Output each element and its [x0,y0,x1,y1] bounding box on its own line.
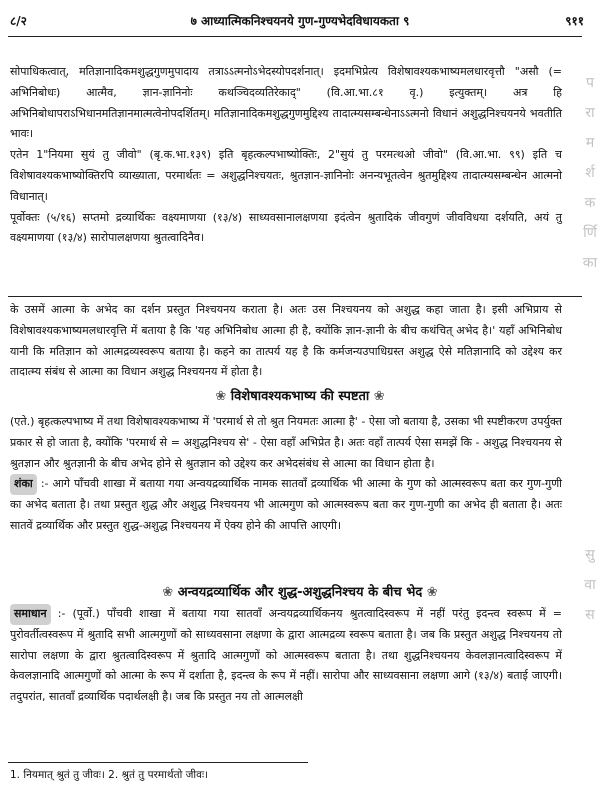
sanskrit-commentary [10,62,562,249]
page-title: ७ आध्यात्मिकनिश्चयनये गुण-गुण्यभेदविधायकता ९ [190,14,410,28]
side-watermark-1: प रा म र्श क र्णि का [582,75,598,271]
page-number-left: ८/२ [10,14,27,28]
sanskrit-paragraph-3: पूर्वोक्तः (५/१६) सप्तमो द्रव्यार्थिकः वक्ष्यमाणया (१३/४) साध्यवसानालक्षणया इदंत्वेन श्रुतादिकं जीवगुणं जीवविधया दर्शयति, अयं तु वक्ष्यमाणया (१३/४) सारोपालक्षणया श्रुतत्वादिनैव। [10,210,562,245]
flower-ornament-icon: ❀ [426,585,438,600]
hindi-paragraph-2: (एते.) बृहत्कल्पभाष्य में तथा विशेषावश्यकभाष्य में 'परमार्थ से तो श्रुत नियमतः आत्मा है' - ऐसा जो बताया है, उसका भी स्पष्टीकरण उपर्युक्त प्रकार से हो जाता है, क्योंकि 'परमार्थ से = अशुद्धनिश्चय से' - ऐसा वहाँ अभिप्रेत है। अतः वहाँ तात्पर्य ऐसा समझें कि - अशुद्ध निश्चयनय से श्रुतज्ञान और श्रुतज्ञानी के बीच अभेद होने से श्रुतज्ञान को उद्देश्य कर अभेदसंबंध से आत्मा का विधान होता है। [10,415,562,470]
hindi-explanation-3 [10,604,562,708]
page-number-right: ९११ [565,14,584,28]
flower-ornament-icon: ❀ [373,389,385,404]
sanskrit-paragraph-1: सोपाधिकत्वात्, मतिज्ञानादिकमशुद्धगुणमुपादाय तत्राऽऽत्मनोऽभेदस्योपदर्शनात्। इदमभिप्रेत्य विशेषावश्यकभाष्यमलधारवृत्तौ "असौ (= अभिनिबोधः) आत्मैव, ज्ञान-ज्ञानिनोः कथञ्चिदव्यतिरेकाद्" (वि.आ.भा.८१ वृ.) इत्युक्तम्। अत्र हि अभिनिबोधापराऽभिधानमतिज्ञानमात्मत्वेनोपदर्शितम्। मतिज्ञानादिकमशुद्धगुणमुद्दिश्य तादात्म्यसम्बन्धेनाऽऽत्मनो विधानं अशुद्धनिश्चयनये भवतीति भावः। [10,65,562,141]
section-heading-2-text: अन्वयद्रव्यार्थिक और शुद्ध-अशुद्धनिश्चय के बीच भेद [177,585,423,600]
flower-ornament-icon: ❀ [215,389,227,404]
footnote-rule [8,762,308,763]
answer-text: :- (पूर्वो.) पाँचवी शाखा में बताया गया सातवाँ अन्वयद्रव्यार्थिकनय श्रुतत्वादिस्वरूप में नहीं परंतु इदन्त्व स्वरूप में = पुरोवर्तीत्वस्वरूप में श्रुतादि सभी आत्मगुणों को साध्यवसाना लक्षणा के द्वारा आत्मद्रव्य स्वरूप बताता है। जब कि प्रस्तुत अशुद्ध निश्चयनय तो सारोपा लक्षणा के द्वारा श्रुतत्वादिस्वरूप में श्रुतादि आत्मगुणों को आत्मस्वरूप बताता है। तथा शुद्धनिश्चयनय केवलज्ञानत्वादिस्वरूप में केवलज्ञानादि आत्मगुणों को आत्मा के रूप में दर्शाता है, इदन्त्व के रूप में नहीं। सारोपा और साध्यवसाना लक्षणा आगे (१३/४) बताई जाएगी। तदुपरांत, सातवाँ द्रव्यार्थिक पदार्थलक्षी है। जब कि प्रस्तुत नय तो आत्मलक्षी [10,607,563,704]
footnote: 1. नियमात् श्रुतं तु जीवः। 2. श्रुतं तु परमार्थतो जीवः। [10,769,209,781]
section-divider [8,296,582,297]
side-watermark-2: सु वा स [584,547,596,623]
section-heading-2 [0,582,600,600]
flower-ornament-icon: ❀ [162,585,174,600]
page-header [10,8,590,34]
section-heading-1 [0,386,600,404]
answer-paragraph [10,604,562,708]
objection-paragraph [10,474,562,536]
header-rule [8,36,582,37]
objection-label: शंका [10,474,37,495]
sanskrit-paragraph-2: एतेन 1"नियमा सुयं तु जीवो" (बृ.क.भा.१३९) इति बृहत्कल्पभाष्योक्तिः, 2"सुयं तु परमत्थओ जीवो" (वि.आ.भा. ९९) इति च विशेषावश्यकभाष्योक्तिरपि व्याख्याता, परमार्थतः = अशुद्धनिश्चयतः, श्रुतज्ञान-ज्ञानिनोः अनन्यभूतत्वेन श्रुतमुद्दिश्य तादात्म्यसम्बन्धेन आत्मनो विधानात्। [10,148,562,203]
hindi-paragraph-1: के उसमें आत्मा के अभेद का दर्शन प्रस्तुत निश्चयनय कराता है। अतः उस निश्चयनय को अशुद्ध कहा जाता है। इसी अभिप्राय से विशेषावश्यकभाष्यमलधारवृत्ति में बताया है कि 'यह अभिनिबोध आत्मा ही है, क्योंकि ज्ञान-ज्ञानी के बीच कथंचित् अभेद है।' यहाँ अभिनिबोध यानी कि मतिज्ञान को आत्मद्रव्यस्वरूप बताया है। कहने का तात्पर्य यह है कि कर्मजन्यउपाधिग्रस्त अशुद्ध ऐसे मतिज्ञानादि को उद्देश्य कर तादात्म्य संबंध से आत्मा का विधान अशुद्ध निश्चयनय में होता है। [10,303,562,379]
section-heading-1-text: विशेषावश्यकभाष्य की स्पष्टता [230,389,370,404]
hindi-explanation-1 [10,300,562,383]
answer-label: समाधान [10,604,51,625]
objection-text: :- आगे पाँचवी शाखा में बताया गया अन्वयद्रव्यार्थिक नामक सातवाँ द्रव्यार्थिक भी आत्मा के गुण को आत्मस्वरूप बता कर गुण-गुणी का अभेद बताता है। तथा प्रस्तुत शुद्ध और अशुद्ध निश्चयनय भी आत्मगुण को आत्मस्वरूप बता कर गुण-गुणी का अभेद ही बताता है। अतः सातवें द्रव्यार्थिक और प्रस्तुत शुद्ध-अशुद्ध निश्चयनय में ऐक्य होने की आपत्ति आएगी। [10,477,562,532]
hindi-explanation-2 [10,412,562,537]
